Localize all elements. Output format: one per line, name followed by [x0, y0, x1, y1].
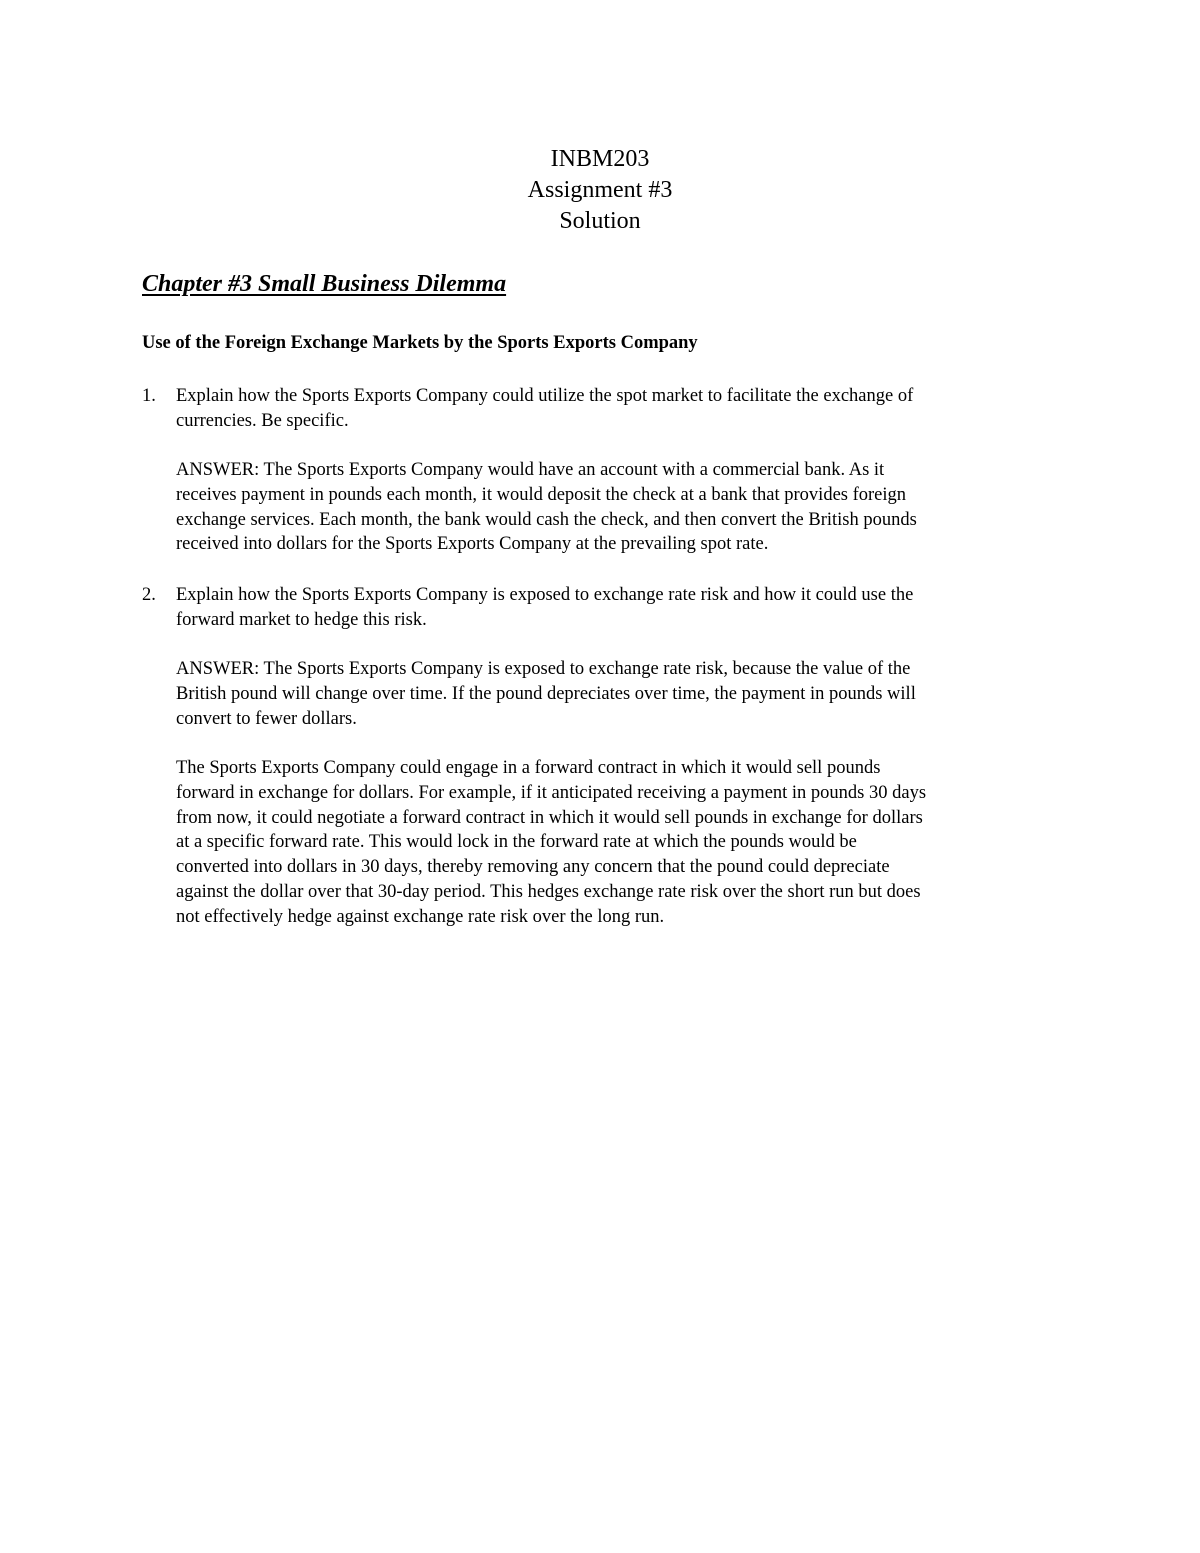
answer-2-p2-line-7: not effectively hedge against exchange rate risk over the long run. [176, 906, 665, 927]
answer-2-paragraph-2 [176, 756, 926, 930]
question-1-number: 1. [142, 386, 156, 406]
answer-2-p2-line-6: against the dollar over that 30-day period. This hedges exchange rate risk over the short run but does [176, 881, 921, 902]
answer-1-p1-line-2: receives payment in pounds each month, it would deposit the check at a bank that provides foreign [176, 484, 907, 505]
title-block [0, 144, 1200, 237]
assignment-title: Assignment #3 [527, 177, 673, 203]
answer-2-p2-line-4: at a specific forward rate. This would lock in the forward rate at which the pounds would be [176, 832, 857, 853]
chapter-heading: Chapter #3 Small Business Dilemma [142, 271, 507, 297]
question-2-text [176, 583, 913, 633]
question-1-line-1: Explain how the Sports Exports Company could utilize the spot market to facilitate the exchange of [176, 386, 914, 406]
answer-2-p2-line-3: from now, it could negotiate a forward contract in which it would sell pounds in exchange for dollars [176, 807, 923, 828]
answer-2-p2-line-5: converted into dollars in 30 days, thereby removing any concern that the pound could depreciate [176, 857, 890, 878]
answer-2-p1-line-3: convert to fewer dollars. [176, 708, 357, 729]
course-code: INBM203 [550, 146, 650, 172]
answer-2-paragraph-1 [176, 657, 916, 731]
question-1-line-2: currencies. Be specific. [176, 410, 349, 431]
document-type: Solution [559, 208, 641, 234]
answer-2-p1-line-1: ANSWER: The Sports Exports Company is exposed to exchange rate risk, because the value of the [176, 659, 911, 679]
answer-2-p1-line-2: British pound will change over time. If the pound depreciates over time, the payment in pounds will [176, 683, 916, 704]
question-2-number: 2. [142, 585, 156, 605]
answer-1-p1-line-1: ANSWER: The Sports Exports Company would have an account with a commercial bank. As it [176, 460, 885, 480]
section-heading: Use of the Foreign Exchange Markets by the Sports Exports Company [142, 333, 698, 353]
answer-1-p1-line-3: exchange services. Each month, the bank would cash the check, and then convert the British pounds [176, 509, 917, 530]
answer-2-p2-line-2: forward in exchange for dollars. For example, if it anticipated receiving a payment in pounds 30 days [176, 782, 927, 803]
question-2-line-1: Explain how the Sports Exports Company is exposed to exchange rate risk and how it could use the [176, 585, 914, 605]
question-2-line-2: forward market to hedge this risk. [176, 609, 427, 630]
answer-2-p2-line-1: The Sports Exports Company could engage in a forward contract in which it would sell pounds [176, 758, 881, 778]
question-1-text [176, 384, 913, 434]
answer-1-p1-line-4: received into dollars for the Sports Exports Company at the prevailing spot rate. [176, 534, 769, 555]
answer-1-paragraph-1 [176, 458, 917, 557]
